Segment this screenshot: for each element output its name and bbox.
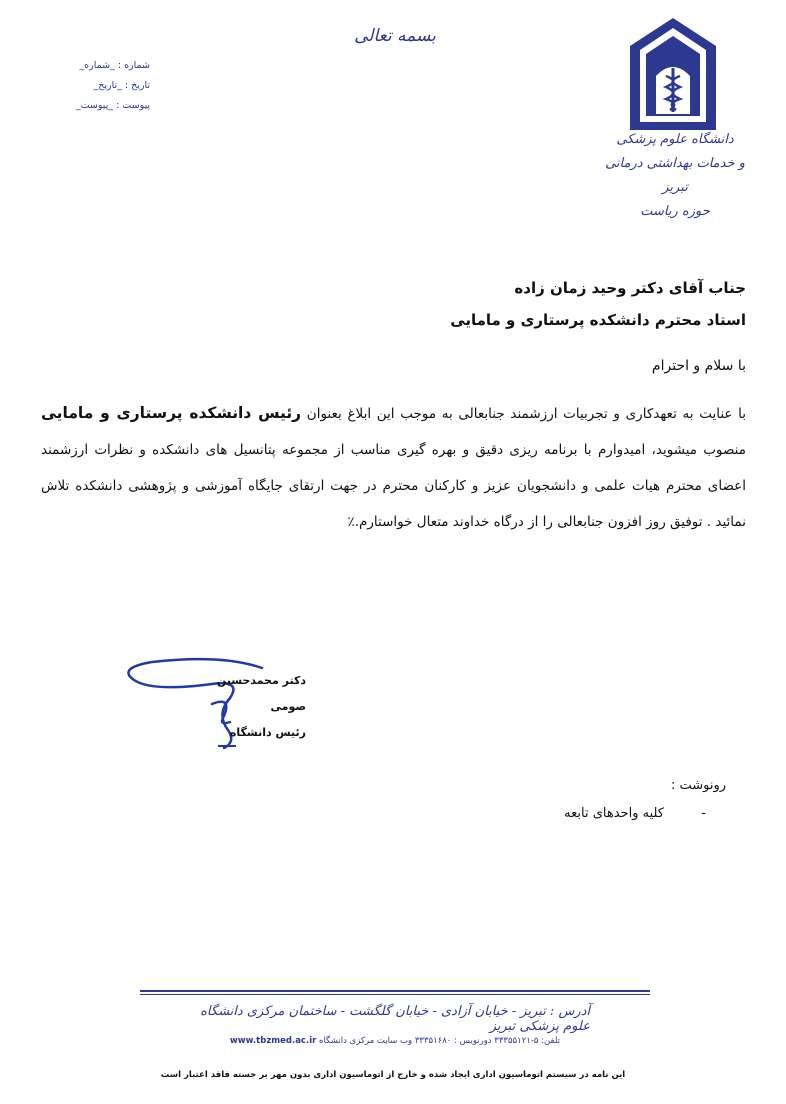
footer-website: www.tbzmed.ac.ir [229, 1036, 317, 1046]
body-position-bold: رئیس دانشکده پرستاری و مامایی [41, 404, 302, 422]
greeting: با سلام و احترام [651, 358, 746, 374]
footer-divider-thin [140, 994, 650, 995]
recipient-title: استاد محترم دانشکده پرستاری و مامایی [450, 311, 746, 329]
footer-contact [200, 1036, 560, 1046]
letter-number: شماره : _شماره_ [79, 60, 150, 71]
signatory-block [186, 668, 306, 746]
letter-body [41, 395, 746, 540]
footer-address: آدرس : تبریز - خیابان آزادی - خیابان گلگشت - ساختمان مرکزی دانشگاه علوم پزشکی تبریز [200, 1004, 590, 1034]
footer-phone: تلفن: ۵-۳۳۳۵۵۱۲۱ دورنویس : ۳۳۳۵۱۶۸۰ وب سایت مرکزی دانشگاه [319, 1036, 560, 1046]
letter-attachment: پیوست : _پیوست_ [75, 100, 150, 111]
letter-date: تاریخ : _تاریخ_ [93, 80, 150, 91]
bismillah-header: بسمه تعالی [354, 26, 436, 46]
university-line-1: دانشگاه علوم پزشکی [616, 132, 734, 147]
cc-dash: - [701, 806, 706, 821]
recipient-block [46, 272, 746, 336]
university-logo [630, 18, 716, 130]
footer-divider-thick [140, 990, 650, 992]
cc-item-text: کلیه واحدهای تابعه [564, 806, 664, 821]
automation-note: این نامه در سیستم اتوماسیون اداری ایجاد شده و خارج از اتوماسیون اداری بدون مهر بر جسته فاقد اعتبار است [160, 1070, 626, 1080]
recipient-name: جناب آقای دکتر وحید زمان زاده [514, 279, 746, 297]
signatory-name: دکتر محمدحسین صومی [216, 674, 306, 713]
university-line-2: و خدمات بهداشتی درمانی تبریز [605, 156, 745, 195]
signatory-position: رئیس دانشگاه [229, 726, 306, 739]
cc-label: رونوشت : [670, 778, 726, 793]
body-part-1: با عنایت به تعهدکاری و تجربیات ارزشمند جنابعالی به موجب این ابلاغ بعنوان [306, 406, 747, 422]
university-line-3: حوزه ریاست [640, 204, 710, 219]
letter-meta [40, 56, 150, 116]
body-part-2: منصوب میشوید، امیدوارم با برنامه ریزی دقیق و بهره گیری مناسب از مجموعه پتانسیل های دانشکده و نظرات ارزشمند اعضای محترم هیات علمی و دانشجویان عزیز و کارکنان محترم در جهت ارتقای جایگاه آموزشی و پژوهشی دانشکده تلاش نمائید . توفیق روز افزون جنابعالی را از درگاه خداوند متعال خواستارم.٪ [41, 442, 746, 530]
university-name [600, 128, 750, 224]
